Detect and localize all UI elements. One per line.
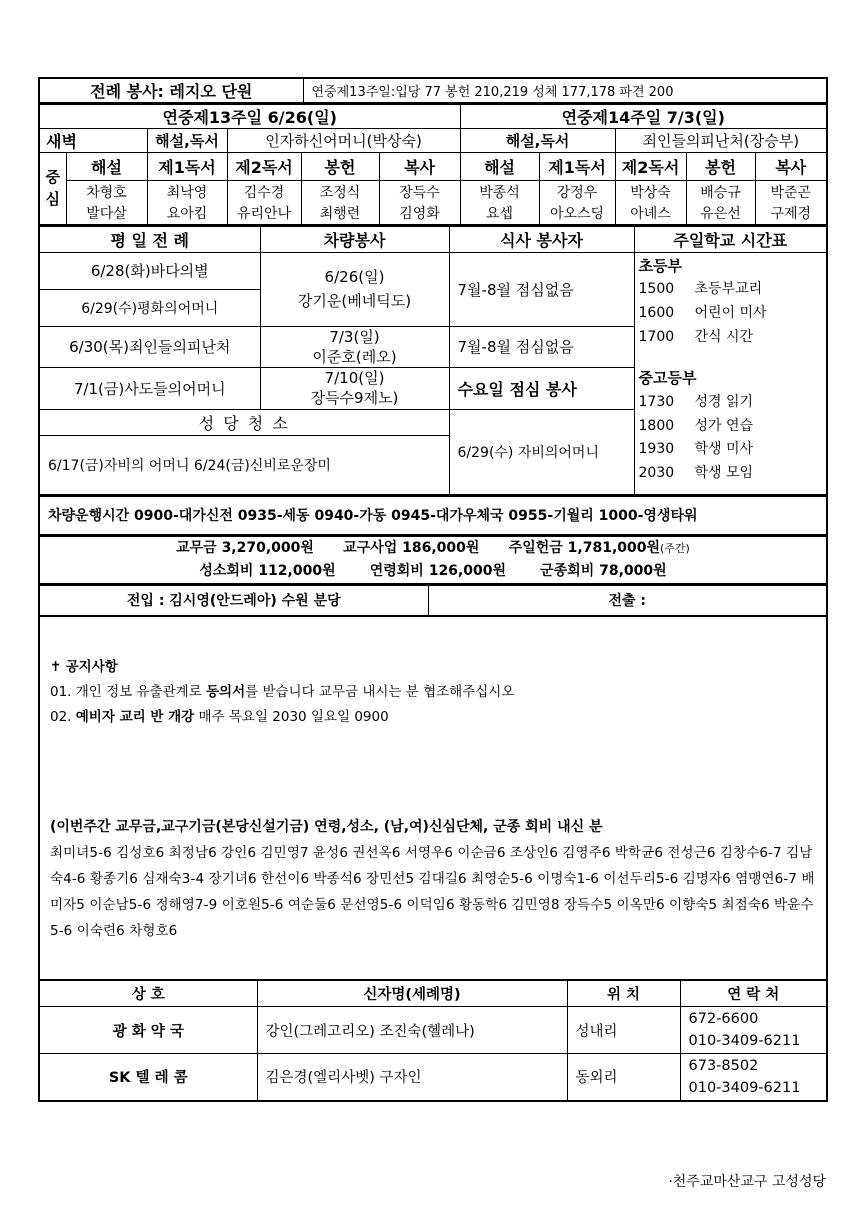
- noon-cell: 발다살: [66, 203, 147, 225]
- shop-table: [38, 979, 828, 1102]
- weekday-mass: 6/28(화)바다의별: [39, 252, 260, 289]
- noon-cell: 강정우: [539, 181, 615, 203]
- bus-table: [38, 496, 828, 536]
- shop-phone-2: 010-3409-6211: [688, 1033, 801, 1049]
- noon-cell: 아오스딩: [539, 203, 615, 225]
- elementary-label: 초등부: [638, 256, 682, 275]
- shop-header: 신자명(세례명): [257, 980, 567, 1007]
- weekday-mass: 6/29(수)평화의어머니: [39, 289, 260, 326]
- bus-schedule: 차량운행시간 0900-대가신전 0935-세동 0940-가동 0945-대가우체국 0955-기월리 1000-영생타워: [39, 497, 827, 535]
- shop-owner: 강인(그레고리오) 조진숙(헬레나): [257, 1007, 567, 1054]
- shop-location: 동외리: [567, 1054, 680, 1101]
- noon-cell: 김수경: [227, 181, 301, 203]
- notice-emphasis: 동의서: [206, 683, 246, 700]
- vehicle-name: 이준호(레오): [312, 347, 397, 366]
- school-header: 주일학교 시간표: [634, 226, 827, 252]
- vehicle-cell-2: [260, 326, 449, 367]
- notice-title: 공지사항: [65, 658, 118, 675]
- noon-cell: 요아킴: [147, 203, 227, 225]
- noon-cell: 장득수: [379, 181, 460, 203]
- noon-cell: 구제경: [755, 203, 827, 225]
- meal-cell-1: 7월-8월 점심없음: [449, 252, 634, 326]
- schedule-table: [38, 226, 828, 497]
- dawn-left-role: 해설,독서: [147, 129, 227, 153]
- school-time: 1700: [638, 328, 675, 345]
- finance-diocese: 교구사업 186,000원: [343, 540, 480, 557]
- weekday-mass: 6/30(목)죄인들의피난처: [39, 326, 260, 367]
- school-time: 2030: [638, 465, 675, 482]
- dawn-left-name: 인자하신어머니(박상숙): [227, 129, 460, 153]
- notice-item-2: [50, 705, 826, 730]
- dawn-right-name: 죄인들의피난처(장승부): [615, 129, 827, 153]
- finance-memorial: 연령회비 126,000원: [369, 563, 506, 580]
- school-schedule: [634, 252, 827, 495]
- meal-header: 식사 봉사자: [449, 226, 634, 252]
- vehicle-date: 6/26(일): [324, 268, 385, 286]
- notice-section: [38, 617, 828, 979]
- vehicle-header: 차량봉사: [260, 226, 449, 252]
- school-activity: 간식 시간: [694, 328, 754, 345]
- school-time: 1600: [638, 304, 675, 321]
- school-activity: 어린이 미사: [694, 304, 767, 321]
- vehicle-name: 장득수9제노): [310, 389, 399, 407]
- notice-text: 02.: [50, 708, 76, 725]
- noon-header: 복사: [379, 153, 460, 181]
- finance-parish-dues: 교무금 3,270,000원: [176, 540, 314, 557]
- school-time: 1730: [638, 394, 675, 411]
- finance-military: 군종회비 78,000원: [540, 563, 667, 580]
- noon-cell: 박상숙: [615, 181, 686, 203]
- noon-cell: 요셉: [460, 203, 539, 225]
- shop-header: 연 락 처: [680, 980, 827, 1007]
- noon-cell: 아녜스: [615, 203, 686, 225]
- bulletin-page: [38, 77, 828, 1102]
- shop-phone: [680, 1054, 827, 1101]
- shop-phone-1: 673-8502: [688, 1057, 759, 1074]
- weekday-mass: 7/1(금)사도들의어머니: [39, 367, 260, 409]
- noon-cell: 김영화: [379, 203, 460, 225]
- header-title: 전례 봉사: 레지오 단원: [39, 78, 303, 103]
- noon-header: 봉헌: [301, 153, 379, 181]
- noon-header: 제2독서: [615, 153, 686, 181]
- school-time: 1800: [638, 417, 675, 434]
- school-activity: 성가 연습: [694, 417, 754, 434]
- notice-text: 를 받습니다 교무금 내시는 분 협조해주십시오: [245, 683, 515, 700]
- dawn-right-role: 해설,독서: [460, 129, 615, 153]
- noon-header: 해설: [460, 153, 539, 181]
- vehicle-cell-3: [260, 367, 449, 409]
- noon-header: 복사: [755, 153, 827, 181]
- shop-name: 광 화 약 국: [39, 1007, 257, 1054]
- school-activity: 성경 읽기: [694, 394, 754, 411]
- vehicle-date: 7/10(일): [324, 369, 385, 387]
- noon-header: 제2독서: [227, 153, 301, 181]
- noon-cell: 최행련: [301, 203, 379, 225]
- liturgy-table: [38, 104, 828, 226]
- noon-cell: 조정식: [301, 181, 379, 203]
- shop-name: SK 텔 레 콤: [39, 1054, 257, 1101]
- notice-text: 01. 개인 정보 유출관계로: [50, 683, 207, 700]
- wednesday-lunch-title: 수요일 점심 봉사: [449, 367, 634, 409]
- finance-vocation: 성소회비 112,000원: [199, 563, 336, 580]
- shop-phone-1: 672-6600: [688, 1011, 759, 1027]
- shop-header: 위 치: [567, 980, 680, 1007]
- finance-sunday: 주일헌금 1,781,000원: [508, 540, 661, 557]
- cleaning-value: 6/17(금)자비의 어머니 6/24(금)신비로운장미: [39, 435, 449, 495]
- noon-cell: 배승규: [686, 181, 755, 203]
- finance-table: [38, 536, 828, 586]
- school-time: 1500: [638, 281, 675, 298]
- shop-header: 상 호: [39, 980, 257, 1007]
- noon-cell: 유은선: [686, 203, 755, 225]
- noon-cell: 최낙영: [147, 181, 227, 203]
- noon-header: 봉헌: [686, 153, 755, 181]
- shop-location: 성내리: [567, 1007, 680, 1054]
- noon-header: 제1독서: [147, 153, 227, 181]
- dues-title: (이번주간 교무금,교구기금(본당신설기금) 연령,성소, (남,여)신심단체, 군종 회비 내신 분: [50, 818, 603, 835]
- header-table: [38, 77, 828, 104]
- noon-cell: 유리안나: [227, 203, 301, 225]
- wednesday-lunch-value: 6/29(수) 자비의어머니: [449, 409, 634, 495]
- cleaning-header: 성 당 청 소: [39, 409, 449, 435]
- notice-emphasis: 예비자 교리 반 개강: [75, 708, 195, 725]
- transfer-in: 전입 : 김시영(안드레아) 수원 분당: [39, 586, 428, 616]
- noon-cell: 박종석: [460, 181, 539, 203]
- shop-phone-2: 010-3409-6211: [688, 1079, 801, 1096]
- dawn-label: 새벽: [39, 129, 147, 153]
- secondary-label: 중고등부: [638, 369, 697, 388]
- finance-sunday-note: (주간): [660, 542, 690, 556]
- dues-list: 최미녀5-6 김성호6 최정남6 강인6 김민영7 윤성6 권선옥6 서영우6 이순금6 조상인6 김영주6 박학균6 전성근6 김창수6-7 김남숙4-6 황종기6 심재숙3-4 장기녀6 한선이6 박종석6 장민선5 김대길6 최영순5-6 이명숙1-6 이선두리5-6 김명자6 염맹연6-7 배미자5 이순남5-6 정해영7-9 이호원5-6 여순둘6 문선영5-6 이덕임6 황동학6 김민영8 장득수5 이옥만6 이향숙5 최점숙6 박윤수5-6 이숙련6 차형호6: [50, 844, 815, 939]
- school-time: 1930: [638, 441, 675, 458]
- week-right-title: 연중제14주일 7/3(일): [460, 105, 827, 129]
- meal-cell-2: 7월-8월 점심없음: [449, 326, 634, 367]
- noon-label: 중심: [39, 153, 66, 225]
- header-stats: 연중제13주일:입당 77 봉헌 210,219 성체 177,178 파견 200: [303, 78, 827, 103]
- noon-cell: 차형호: [66, 181, 147, 203]
- cross-icon: ✝: [50, 658, 62, 675]
- shop-owner: 김은경(엘리사벳) 구자인: [257, 1054, 567, 1101]
- notice-item-1: [50, 680, 826, 705]
- transfer-table: [38, 585, 828, 617]
- transfer-out: 전출 :: [428, 586, 827, 616]
- vehicle-cell-1: [260, 252, 449, 326]
- shop-phone: [680, 1007, 827, 1054]
- notice-text: 매주 목요일 2030 일요일 0900: [194, 708, 389, 725]
- noon-header: 해설: [66, 153, 147, 181]
- vehicle-date: 7/3(일): [329, 327, 380, 346]
- school-activity: 학생 모임: [694, 465, 754, 482]
- finance-cell: [39, 536, 827, 584]
- school-activity: 학생 미사: [694, 441, 754, 458]
- weekday-header: 평 일 전 례: [39, 226, 260, 252]
- week-left-title: 연중제13주일 6/26(일): [39, 105, 460, 129]
- vehicle-name: 강기운(베네딕도): [297, 292, 412, 310]
- noon-cell: 박준곤: [755, 181, 827, 203]
- footer-parish: ·천주교마산교구 고성성당: [668, 1174, 826, 1190]
- school-activity: 초등부교리: [694, 281, 763, 298]
- noon-header: 제1독서: [539, 153, 615, 181]
